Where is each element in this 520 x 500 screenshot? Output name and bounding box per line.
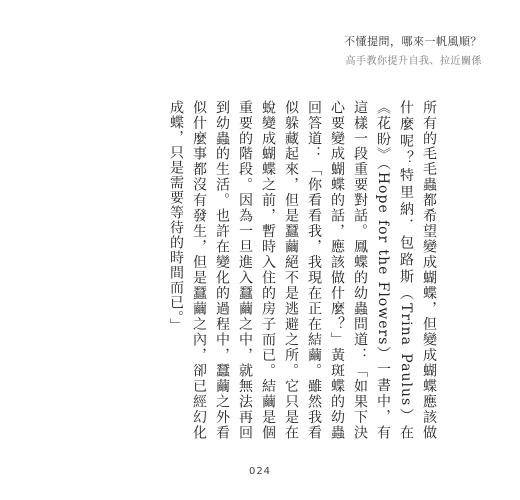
book-subtitle: 高手教你提升自我、拉近關係 <box>345 56 482 67</box>
page-number: 024 <box>248 466 272 477</box>
body-text <box>164 100 440 440</box>
body-paragraph: 所有的毛毛蟲都希望變成蝴蝶，但變成蝴蝶應該做什麼呢？特里納．包路斯（Trina Paulus）在《花盼》（Hope for the Flowers）一書中，有這樣一段重要對話。鳳蝶的幼蟲問道：「如果下決心要變成蝴蝶的話，應該做什麼？」黃斑蝶的幼蟲回答道：「你看看我，我現在正在結繭。雖然我看似躲藏起來，但是蠶繭絕不是逃避之所。它只是在蛻變成蝴蝶之前，暫時入住的房子而已。結繭是個重要的階段。因為一旦進入蠶繭之中，就無法再回到幼蟲的生活。也許在變化的過程中，蠶繭之外看似什麼事都沒有發生，但是蠶繭之內，卻已經幻化成蝶，只是需要等待的時間而已。」 <box>168 100 437 440</box>
running-header <box>344 33 482 67</box>
book-title: 不懂提問，哪來一帆風順？ <box>344 35 482 48</box>
